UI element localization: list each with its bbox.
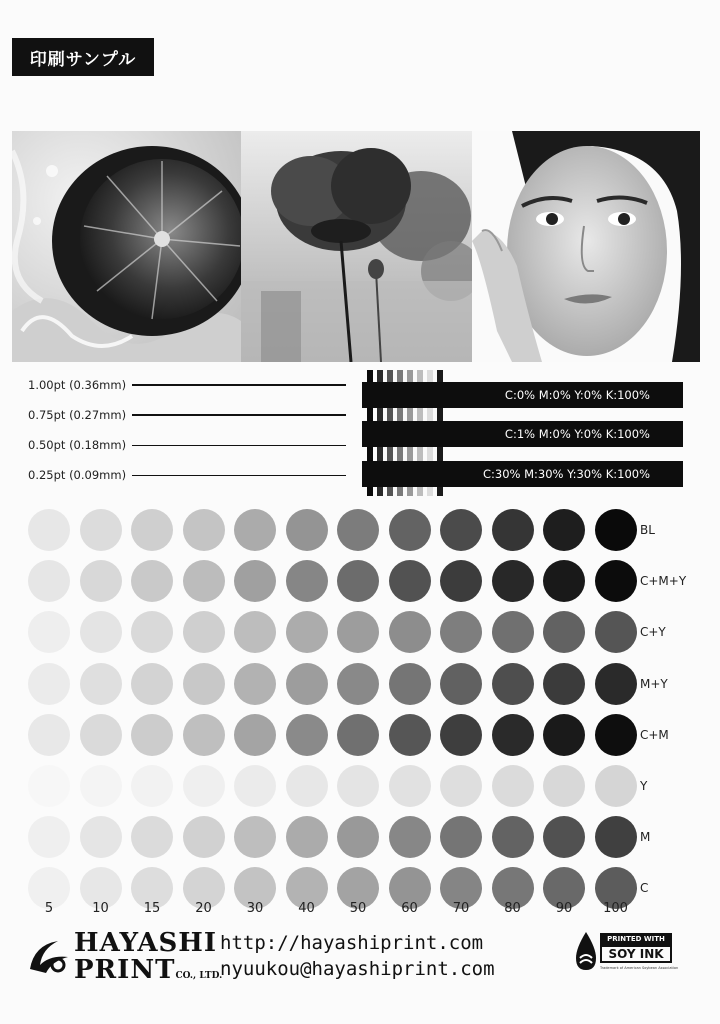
line-sample-row	[28, 375, 346, 395]
company-name-line2	[74, 955, 222, 985]
tint-dot	[234, 714, 276, 756]
company-email[interactable]: nyuukou@hayashiprint.com	[220, 958, 495, 980]
tint-dot	[286, 509, 328, 551]
tint-column-label: 5	[44, 901, 54, 916]
tint-dot	[389, 611, 431, 653]
tint-dot	[337, 765, 379, 807]
tint-dot	[595, 816, 637, 858]
tint-dot	[28, 816, 70, 858]
tint-dot	[80, 663, 122, 705]
tint-column-label: 15	[143, 901, 161, 916]
tint-dot	[183, 560, 225, 602]
tint-row-label: C	[640, 881, 649, 896]
tint-dot	[543, 816, 585, 858]
tint-dot	[389, 560, 431, 602]
tint-dot	[543, 611, 585, 653]
tint-dot	[131, 663, 173, 705]
tint-dot	[440, 509, 482, 551]
tint-column-label: 90	[555, 901, 573, 916]
color-box-rich-black-30	[362, 461, 683, 487]
tint-dot	[234, 765, 276, 807]
company-logo-mark-icon	[28, 935, 70, 977]
tint-dot	[80, 816, 122, 858]
line-sample-label: 0.25pt (0.09mm)	[28, 468, 127, 482]
tint-dot	[492, 816, 534, 858]
tint-dot	[492, 560, 534, 602]
tint-column-label: 20	[195, 901, 212, 916]
tint-dot	[28, 611, 70, 653]
company-logo	[28, 925, 223, 985]
line-sample-row	[28, 435, 346, 455]
tint-dot	[492, 765, 534, 807]
color-box-label: C:0% M:0% Y:0% K:100%	[504, 388, 650, 402]
poppy-photo	[241, 131, 472, 362]
tint-dot	[595, 663, 637, 705]
tint-dot	[80, 611, 122, 653]
color-box-k100	[362, 382, 683, 408]
tint-dot	[337, 663, 379, 705]
tint-column-label: 40	[298, 901, 315, 916]
tint-row-label: Y	[640, 779, 648, 793]
tint-dot	[337, 816, 379, 858]
tint-column-label: 30	[246, 901, 264, 916]
company-name-print: PRINT	[74, 955, 176, 985]
tint-dot	[492, 663, 534, 705]
tint-dot	[389, 816, 431, 858]
page-title: 印刷サンプル	[12, 38, 154, 76]
tint-dot	[337, 509, 379, 551]
tint-dot	[389, 714, 431, 756]
tint-dot	[543, 663, 585, 705]
tint-dot	[183, 816, 225, 858]
tint-dot	[234, 560, 276, 602]
soy-drop-icon	[574, 930, 598, 972]
tint-dot	[440, 560, 482, 602]
tint-dot	[337, 560, 379, 602]
tint-dot	[183, 714, 225, 756]
line-sample-rule	[132, 475, 346, 476]
tint-dot	[595, 560, 637, 602]
tint-dot	[183, 663, 225, 705]
tint-dot	[183, 611, 225, 653]
tint-dot	[234, 509, 276, 551]
tint-dot	[80, 560, 122, 602]
tint-dot	[440, 816, 482, 858]
tint-dot	[131, 509, 173, 551]
tint-dot	[595, 765, 637, 807]
tint-dot	[595, 611, 637, 653]
tint-dot	[543, 509, 585, 551]
tint-dot	[286, 611, 328, 653]
tint-row-label: C+M+Y	[640, 574, 687, 589]
soy-badge-trademark: Trademark of American Soybean Association	[600, 966, 679, 970]
line-sample-label: 0.50pt (0.18mm)	[28, 438, 127, 452]
soy-badge-main: SOY INK	[600, 945, 672, 963]
tint-dot	[337, 714, 379, 756]
tint-dot	[183, 509, 225, 551]
line-sample-row	[28, 465, 346, 485]
tint-dot	[286, 765, 328, 807]
tint-dot	[492, 714, 534, 756]
tint-dot	[28, 560, 70, 602]
tint-dot	[234, 816, 276, 858]
tint-dot	[286, 663, 328, 705]
tint-dot	[543, 714, 585, 756]
tint-column-label: 80	[504, 901, 521, 916]
tint-dot	[234, 611, 276, 653]
line-sample-rule	[132, 445, 346, 446]
woman-face-photo	[472, 131, 700, 362]
tint-dot	[595, 509, 637, 551]
soy-ink-badge	[574, 930, 679, 972]
tint-column-label: 70	[452, 901, 470, 916]
tint-dot	[28, 714, 70, 756]
tint-dot	[389, 765, 431, 807]
tint-row-label: M	[640, 830, 651, 845]
tint-dot	[440, 714, 482, 756]
color-box-rich-black-1	[362, 421, 683, 447]
tint-dot	[286, 816, 328, 858]
tint-row-label: BL	[640, 523, 655, 537]
line-sample-label: 0.75pt (0.27mm)	[28, 408, 127, 422]
tint-dot	[80, 765, 122, 807]
tint-dot	[337, 611, 379, 653]
tint-dot	[595, 714, 637, 756]
line-sample-row	[28, 405, 346, 425]
tint-dot	[131, 611, 173, 653]
tint-dot	[80, 509, 122, 551]
company-suffix: CO., LTD.	[175, 971, 223, 981]
tint-dot	[28, 663, 70, 705]
tint-column-label: 10	[92, 901, 109, 916]
tint-column-label: 60	[401, 901, 418, 916]
tint-dot	[28, 765, 70, 807]
tint-dot	[234, 663, 276, 705]
tint-row-label: C+Y	[640, 625, 666, 640]
tint-row-label: C+M	[640, 727, 669, 742]
tint-dot	[286, 714, 328, 756]
tint-dot	[543, 560, 585, 602]
color-box-label: C:30% M:30% Y:30% K:100%	[482, 467, 650, 481]
tint-column-label: 100	[603, 901, 628, 916]
tint-dot	[183, 765, 225, 807]
tint-dot	[131, 816, 173, 858]
tint-dot	[286, 560, 328, 602]
color-box-label: C:1% M:0% Y:0% K:100%	[504, 427, 650, 441]
line-sample-rule	[132, 384, 346, 386]
tint-dot	[131, 714, 173, 756]
tint-dot	[492, 509, 534, 551]
soy-badge-top: PRINTED WITH	[600, 933, 672, 945]
tint-column-label: 50	[349, 901, 367, 916]
tint-dot	[492, 611, 534, 653]
tint-dot	[80, 714, 122, 756]
tint-dot	[131, 765, 173, 807]
tint-dot	[389, 509, 431, 551]
lemon-photo	[12, 131, 241, 362]
tint-row-label: M+Y	[640, 676, 668, 691]
tint-dot	[28, 509, 70, 551]
line-sample-label: 1.00pt (0.36mm)	[28, 378, 127, 392]
tint-dot	[440, 611, 482, 653]
company-name-line1: HAYASHI	[74, 928, 218, 958]
company-url[interactable]: http://hayashiprint.com	[220, 932, 484, 954]
tint-dot	[389, 663, 431, 705]
line-sample-rule	[132, 414, 346, 416]
tint-dot	[440, 765, 482, 807]
tint-dot	[131, 560, 173, 602]
tint-dot	[543, 765, 585, 807]
tint-dot	[440, 663, 482, 705]
